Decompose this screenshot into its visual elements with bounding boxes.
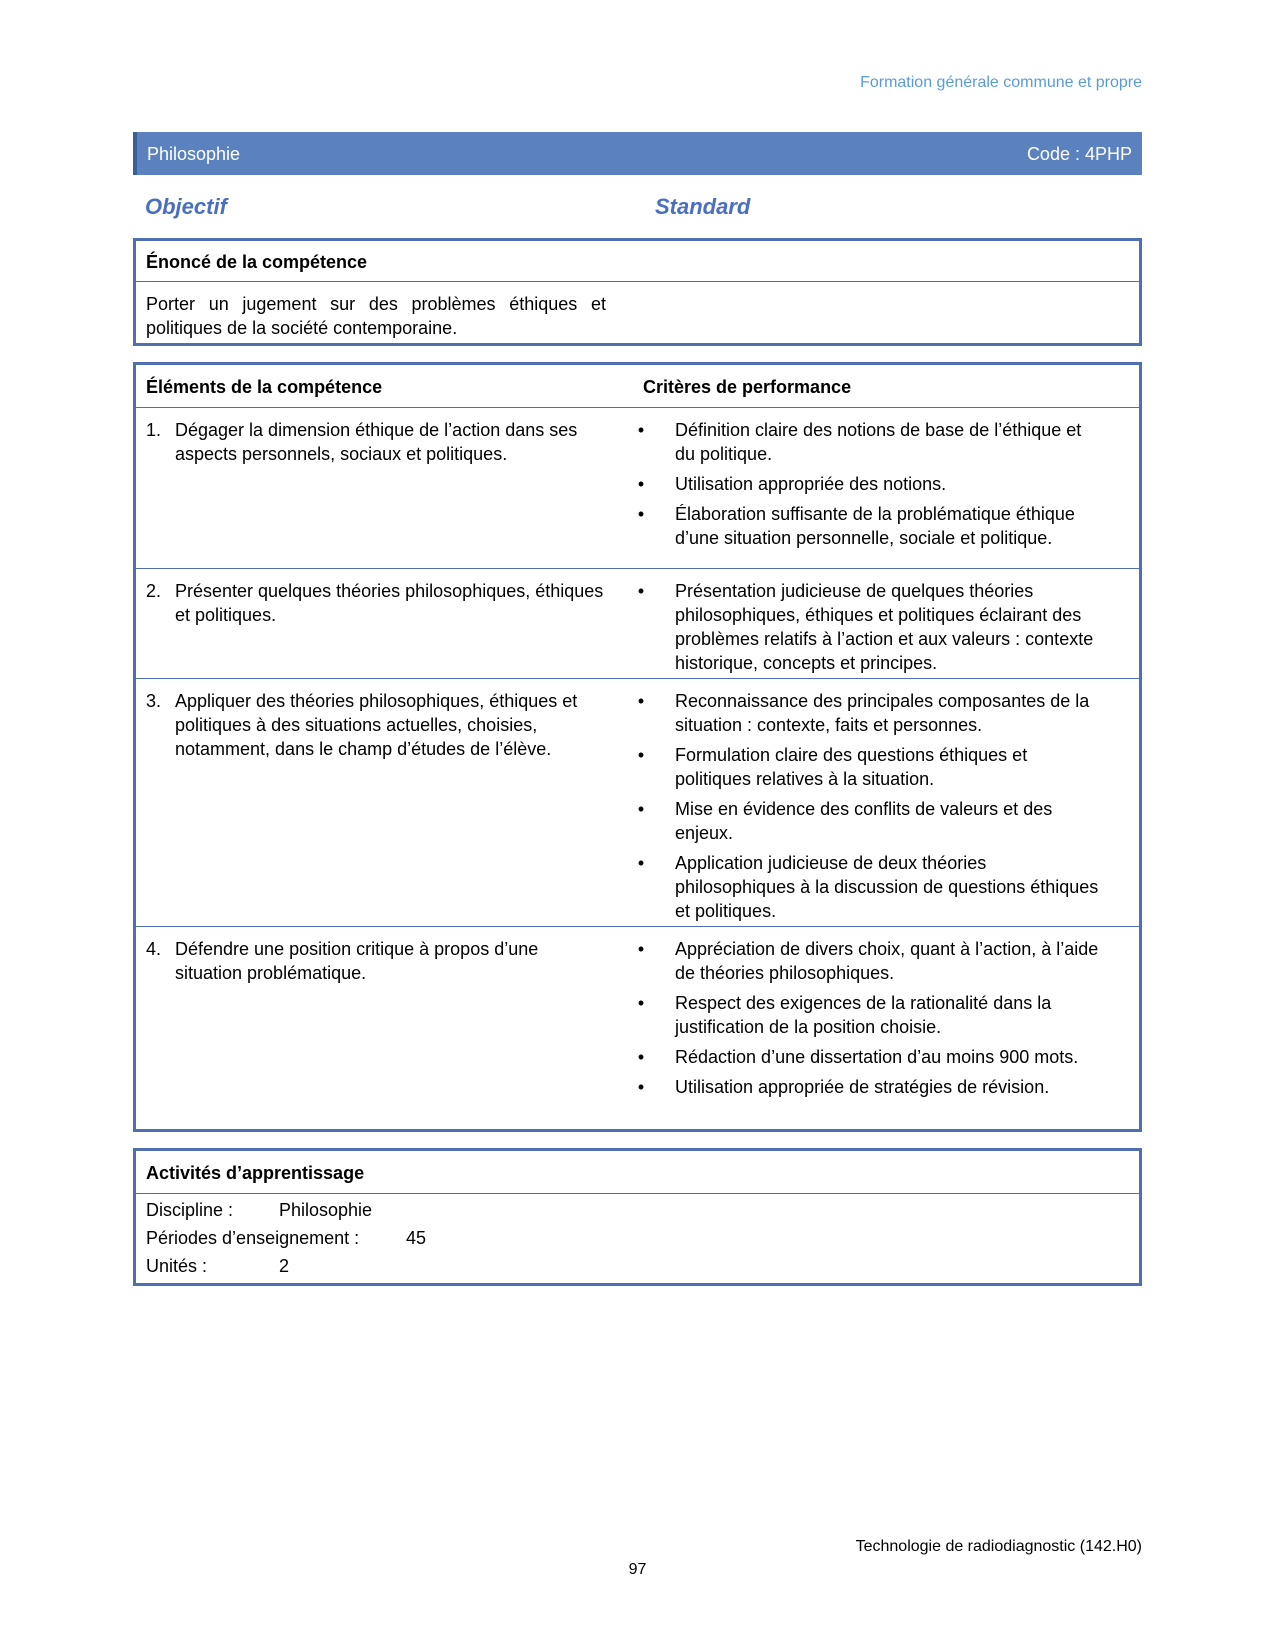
col-criteria-header: Critères de performance [643, 377, 852, 397]
table-row [136, 408, 1139, 569]
element-text: Défendre une position critique à propos d’une situation problématique. [175, 939, 539, 983]
criterion-item [633, 743, 1103, 791]
table-row [136, 569, 1139, 679]
criterion-item [633, 418, 1103, 466]
criterion-text: Respect des exigences de la rationalité dans la justification de la position choisie. [675, 993, 1052, 1037]
criterion-text: Présentation judicieuse de quelques théories philosophiques, éthiques et politiques éclairant des problèmes relatifs à l’action et aux valeurs : contexte historique, concepts et principes. [675, 581, 1094, 673]
bullet-icon: • [637, 420, 645, 440]
units-line [136, 1252, 1139, 1280]
element-number: 1. [146, 420, 162, 440]
running-header: Formation générale commune et propre [860, 74, 1142, 91]
periods-line [136, 1224, 1139, 1252]
discipline-value: Philosophie [279, 1200, 373, 1220]
element-cell [146, 579, 606, 627]
criterion-item [633, 851, 1103, 923]
page-number: 97 [628, 1561, 647, 1578]
bullet-icon: • [637, 691, 645, 711]
units-value: 2 [279, 1256, 290, 1276]
criterion-text: Application judicieuse de deux théories philosophiques à la discussion de questions éthiques et politiques. [675, 853, 1099, 921]
bullet-icon: • [637, 1047, 645, 1067]
discipline-line [136, 1196, 1139, 1224]
criterion-text: Formulation claire des questions éthiques et politiques relatives à la situation. [675, 745, 1028, 789]
course-code: Code : 4PHP [1026, 144, 1132, 164]
criterion-item [633, 689, 1103, 737]
element-number: 2. [146, 581, 162, 601]
program-footer: Technologie de radiodiagnostic (142.H0) [855, 1538, 1142, 1555]
criterion-item [633, 579, 1103, 675]
criterion-text: Utilisation appropriée de stratégies de révision. [675, 1077, 1050, 1097]
objective-label: Objectif [145, 194, 227, 219]
criterion-text: Élaboration suffisante de la problématique éthique d’une situation personnelle, sociale et politique. [675, 504, 1075, 548]
element-number: 4. [146, 939, 162, 959]
bullet-icon: • [637, 1077, 645, 1097]
learning-activities-box [133, 1148, 1142, 1286]
col-elements-header: Éléments de la compétence [146, 377, 383, 397]
periods-value: 45 [406, 1228, 427, 1248]
bullet-icon: • [637, 504, 645, 524]
criterion-item [633, 937, 1103, 985]
competence-statement-box [133, 238, 1142, 346]
criterion-text: Reconnaissance des principales composantes de la situation : contexte, faits et personnes. [675, 691, 1090, 735]
table-row [136, 679, 1139, 927]
bullet-icon: • [637, 939, 645, 959]
element-text: Appliquer des théories philosophiques, éthiques et politiques à des situations actuelles, choisies, notamment, dans le champ d’études de l’élève. [175, 691, 578, 759]
criterion-text: Rédaction d’une dissertation d’au moins 900 mots. [675, 1047, 1079, 1067]
criterion-item [633, 472, 1103, 496]
bullet-icon: • [637, 853, 645, 873]
element-cell [146, 418, 606, 466]
criterion-item [633, 1045, 1103, 1069]
criterion-text: Utilisation appropriée des notions. [675, 474, 947, 494]
course-name: Philosophie [147, 144, 241, 164]
table-row [136, 927, 1139, 1129]
criterion-text: Mise en évidence des conflits de valeurs et des enjeux. [675, 799, 1053, 843]
elements-table [133, 362, 1142, 1132]
standard-label: Standard [655, 194, 751, 219]
criterion-item [633, 797, 1103, 845]
criterion-text: Définition claire des notions de base de l’éthique et du politique. [675, 420, 1082, 464]
criteria-cell [633, 937, 1103, 1105]
bullet-icon: • [637, 581, 645, 601]
elements-table-header [136, 365, 1139, 408]
criterion-item [633, 502, 1103, 550]
bullet-icon: • [637, 993, 645, 1013]
criterion-item [633, 991, 1103, 1039]
units-label: Unités : [146, 1256, 208, 1276]
periods-label: Périodes d’enseignement : [146, 1228, 360, 1248]
activities-title: Activités d’apprentissage [136, 1151, 1139, 1194]
element-cell [146, 937, 606, 985]
statement-title: Énoncé de la compétence [136, 241, 1139, 282]
element-text: Dégager la dimension éthique de l’action dans ses aspects personnels, sociaux et politiques. [175, 420, 578, 464]
bullet-icon: • [637, 474, 645, 494]
course-band [133, 132, 1142, 175]
discipline-label: Discipline : [146, 1200, 234, 1220]
element-cell [146, 689, 606, 761]
statement-text: Porter un jugement sur des problèmes éthiques et politiques de la société contemporaine. [146, 294, 606, 338]
bullet-icon: • [637, 745, 645, 765]
criteria-cell [633, 689, 1103, 929]
criteria-cell [633, 418, 1103, 556]
bullet-icon: • [637, 799, 645, 819]
element-text: Présenter quelques théories philosophiques, éthiques et politiques. [175, 581, 604, 625]
criterion-item [633, 1075, 1103, 1099]
criterion-text: Appréciation de divers choix, quant à l’action, à l’aide de théories philosophiques. [675, 939, 1099, 983]
element-number: 3. [146, 691, 162, 711]
criteria-cell [633, 579, 1103, 681]
